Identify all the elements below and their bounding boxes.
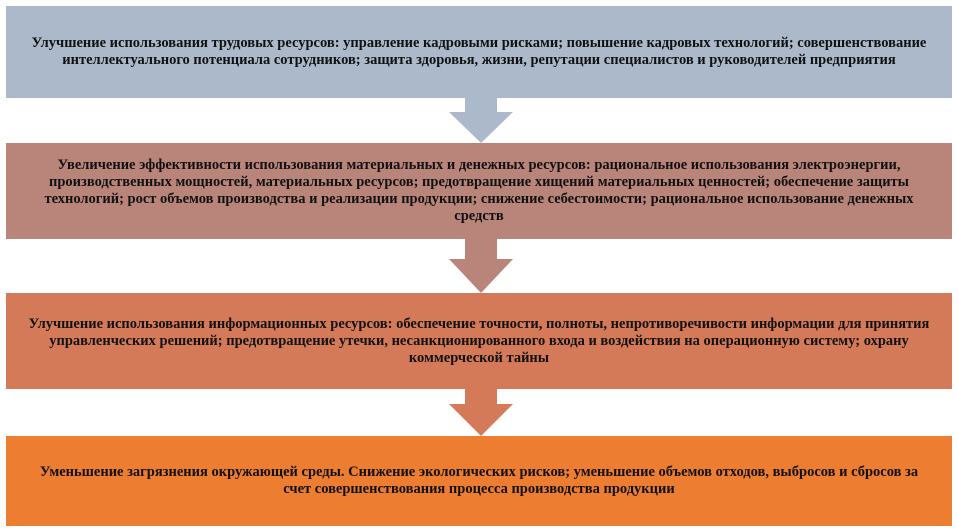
arrow-shape <box>449 239 513 293</box>
down-arrow-2 <box>449 239 513 293</box>
down-arrow-1 <box>449 98 513 143</box>
down-arrow-3 <box>449 389 513 436</box>
flow-block-text: Увеличение эффективности использования материальных и денежных ресурсов: рациональное использования электроэнергии, производственных мощностей, материальных ресурсов; предотвращение хищений материальных ценностей; обеспечение защиты технологий; рост объемов производства и реализации продукции; снижение себестоимости; рациональное использование денежных средств <box>44 157 914 224</box>
flow-block-information-resources <box>6 293 952 389</box>
flow-block-environment <box>6 436 952 526</box>
arrow-shape <box>449 98 513 143</box>
arrow-shape <box>449 389 513 436</box>
flow-block-text: Улучшение использования информационных ресурсов: обеспечение точности, полноты, непротиворечивости информации для принятия управленческих решений; предотвращение утечки, несанкционированного входа и воздействия на операционную систему; охрану коммерческой тайны <box>28 315 930 366</box>
flow-block-material-resources <box>6 143 952 239</box>
flow-block-text: Уменьшение загрязнения окружающей среды. Снижение экологических рисков; уменьшение объемов отходов, выбросов и сбросов за счет совершенствования процесса производства продукции <box>39 464 919 497</box>
flow-block-labor-resources <box>6 6 952 98</box>
flow-block-text: Улучшение использования трудовых ресурсов: управление кадровыми рисками; повышение кадровых технологий; совершенствование интеллектуального потенциала сотрудников; защита здоровья, жизни, репутации специалистов и руководителей предприятия <box>31 35 927 68</box>
